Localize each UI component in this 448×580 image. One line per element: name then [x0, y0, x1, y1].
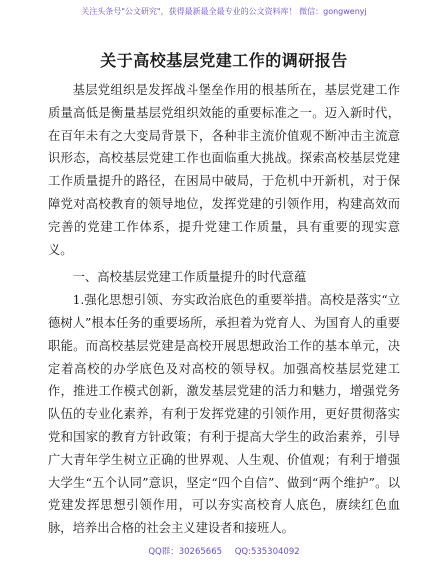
- point-1-paragraph: 1.强化思想引领、夯实政治底色的重要举措。高校是落实“立德树人”根本任务的重要场所，承担着为党育人、为国育人的重要职能。而高校基层党建是高校开展思想政治工作的基本单元，决定着高校的办学底色及对高校的领导权。加强高校基层党建工作，推进工作模式创新，激发基层党建的活力和魅力，增强党务队伍的专业化素养，有利于发挥党建的引领作用，更好贯彻落实党和国家的教育方针政策；有利于提高大学生的政治素养，引导广大青年学生树立正确的世界观、人生观、价值观；有利于增强大学生“五个认同”意识，坚定“四个自信”、做到“两个维护”。以党建发挥思想引领作用，可以夯实高校育人底色，赓续红色血脉，培养出合格的社会主义建设者和接班人。: [48, 293, 400, 536]
- intro-paragraph: 基层党组织是发挥战斗堡垒作用的根基所在，基层党建工作质量高低是衡量基层党组织效能的重要标准之一。迈入新时代，在百年未有之大变局背景下，各种非主流价值观不断冲击主流意识形态，高校基层党建工作也面临重大挑战。探索高校基层党建工作质量提升的路径，在困局中破局，于危机中开新机，对于保障党对高校教育的领导地位，发挥党建的引领作用，构建高效而完善的党建工作体系，提升党建工作质量，具有重要的现实意义。: [48, 83, 400, 257]
- footer-qq: QQ:535304092: [234, 547, 300, 557]
- document-title: 关于高校基层党建工作的调研报告: [100, 51, 348, 70]
- footer-note: [0, 545, 448, 557]
- header-note: 关注头条号"公文研究"，获得最新最全最专业的公文资料库！ 微信：gongwenyj: [81, 7, 367, 16]
- document-body: [48, 79, 400, 540]
- footer-qq-group: QQ群：30265665: [148, 547, 223, 557]
- section-heading: 一、高校基层党建工作质量提升的时代意蕴: [72, 270, 307, 285]
